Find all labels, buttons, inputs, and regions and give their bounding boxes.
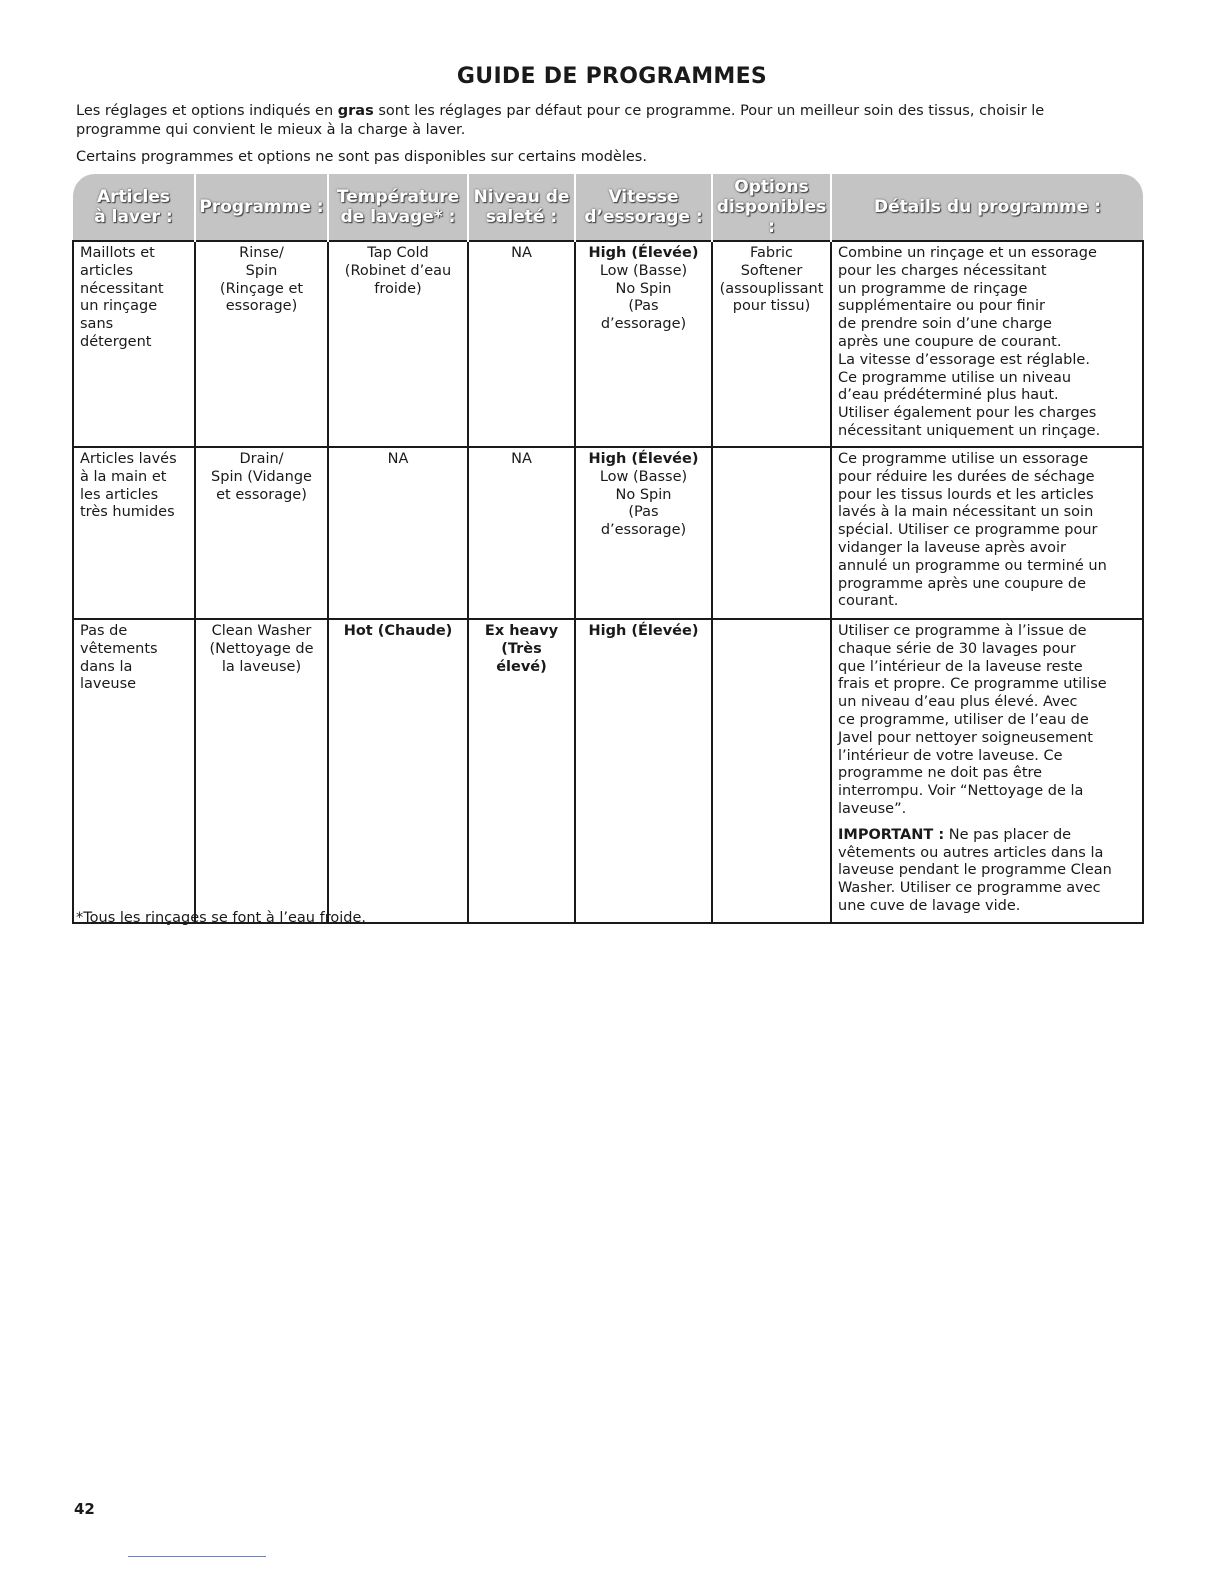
header-details: Détails du programme : bbox=[831, 174, 1143, 241]
page-title: GUIDE DE PROGRAMMES bbox=[456, 64, 768, 89]
header-articles: Articles à laver : bbox=[73, 174, 195, 241]
cell-spin-speed: High (Élevée) Low (Basse) No Spin (Pas d’essorage) bbox=[575, 447, 712, 619]
important-note bbox=[838, 827, 1136, 916]
cell-temperature: Tap Cold (Robinet d’eau froide) bbox=[328, 241, 468, 447]
cell-programme: Rinse/ Spin (Rinçage et essorage) bbox=[195, 241, 328, 447]
cell-programme: Clean Washer (Nettoyage de la laveuse) bbox=[195, 619, 328, 923]
cell-options bbox=[712, 447, 831, 619]
intro-part2: sont les réglages par défaut pour ce programme. Pour un meilleur soin des tissus, choisir le programme qui convient le mieux à la charge à laver. bbox=[76, 103, 1045, 138]
cell-temperature: NA bbox=[328, 447, 468, 619]
cell-articles: Maillots et articles nécessitant un rinçage sans détergent bbox=[73, 241, 195, 447]
table-row bbox=[73, 241, 1143, 447]
table-row bbox=[73, 447, 1143, 619]
table-row bbox=[73, 619, 1143, 923]
page-number: 42 bbox=[74, 1500, 95, 1518]
program-guide-table bbox=[72, 174, 1144, 924]
intro-paragraph bbox=[76, 102, 1106, 140]
cell-details: Utiliser ce programme à l’issue de chaque série de 30 lavages pour que l’intérieur de la laveuse reste frais et propre. Ce programme utilise un niveau d’eau plus élevé. Avec ce programme, utiliser de l’eau de Javel pour nettoyer soigneusement l’intérieur de votre laveuse. Ce programme ne doit pas être interrompu. Voir “Nettoyage de la laveuse”. IMPORTANT : Ne pas placer de vêtements ou autres articles dans la laveuse pendant le programme Clean Washer. Utiliser ce programme avec une cuve de lavage vide. bbox=[831, 619, 1143, 923]
program-guide-table-container bbox=[72, 174, 1142, 924]
cell-spin-speed: High (Élevée) bbox=[575, 619, 712, 923]
important-label: IMPORTANT : bbox=[838, 826, 945, 843]
cell-spin-speed: High (Élevée) Low (Basse) No Spin (Pas d’essorage) bbox=[575, 241, 712, 447]
intro-part1: Les réglages et options indiqués en bbox=[76, 103, 338, 119]
availability-note: Certains programmes et options ne sont pas disponibles sur certains modèles. bbox=[76, 149, 647, 165]
header-spin-speed: Vitesse d’essorage : bbox=[575, 174, 712, 241]
header-temperature: Température de lavage* : bbox=[328, 174, 468, 241]
cell-options: Fabric Softener (assouplissant pour tissu) bbox=[712, 241, 831, 447]
cell-soil-level: NA bbox=[468, 241, 575, 447]
cell-details: Combine un rinçage et un essorage pour les charges nécessitant un programme de rinçage supplémentaire ou pour finir de prendre soin d’une charge après une coupure de courant. La vitesse d’essorage est réglable. Ce programme utilise un niveau d’eau prédéterminé plus haut. Utiliser également pour les charges nécessitant uniquement un rinçage. bbox=[831, 241, 1143, 447]
cell-articles: Pas de vêtements dans la laveuse bbox=[73, 619, 195, 923]
cell-soil-level: NA bbox=[468, 447, 575, 619]
intro-bold-word: gras bbox=[337, 103, 374, 119]
cell-articles: Articles lavés à la main et les articles très humides bbox=[73, 447, 195, 619]
cell-programme: Drain/ Spin (Vidange et essorage) bbox=[195, 447, 328, 619]
important-text: Ne pas placer de vêtements ou autres articles dans la laveuse pendant le programme Clean Washer. Utiliser ce programme avec une cuve de lavage vide. bbox=[838, 826, 1112, 914]
cell-soil-level: Ex heavy (Très élevé) bbox=[468, 619, 575, 923]
bottom-divider bbox=[128, 1556, 266, 1557]
table-header-row bbox=[73, 174, 1143, 241]
header-programme: Programme : bbox=[195, 174, 328, 241]
cell-options bbox=[712, 619, 831, 923]
header-soil-level: Niveau de saleté : bbox=[468, 174, 575, 241]
header-options: Options disponibles : bbox=[712, 174, 831, 241]
cell-temperature: Hot (Chaude) bbox=[328, 619, 468, 923]
footnote: *Tous les rinçages se font à l’eau froide. bbox=[76, 910, 366, 926]
cell-details: Ce programme utilise un essorage pour réduire les durées de séchage pour les tissus lourds et les articles lavés à la main nécessitant un soin spécial. Utiliser ce programme pour vidanger la laveuse après avoir annulé un programme ou terminé un programme après une coupure de courant. bbox=[831, 447, 1143, 619]
